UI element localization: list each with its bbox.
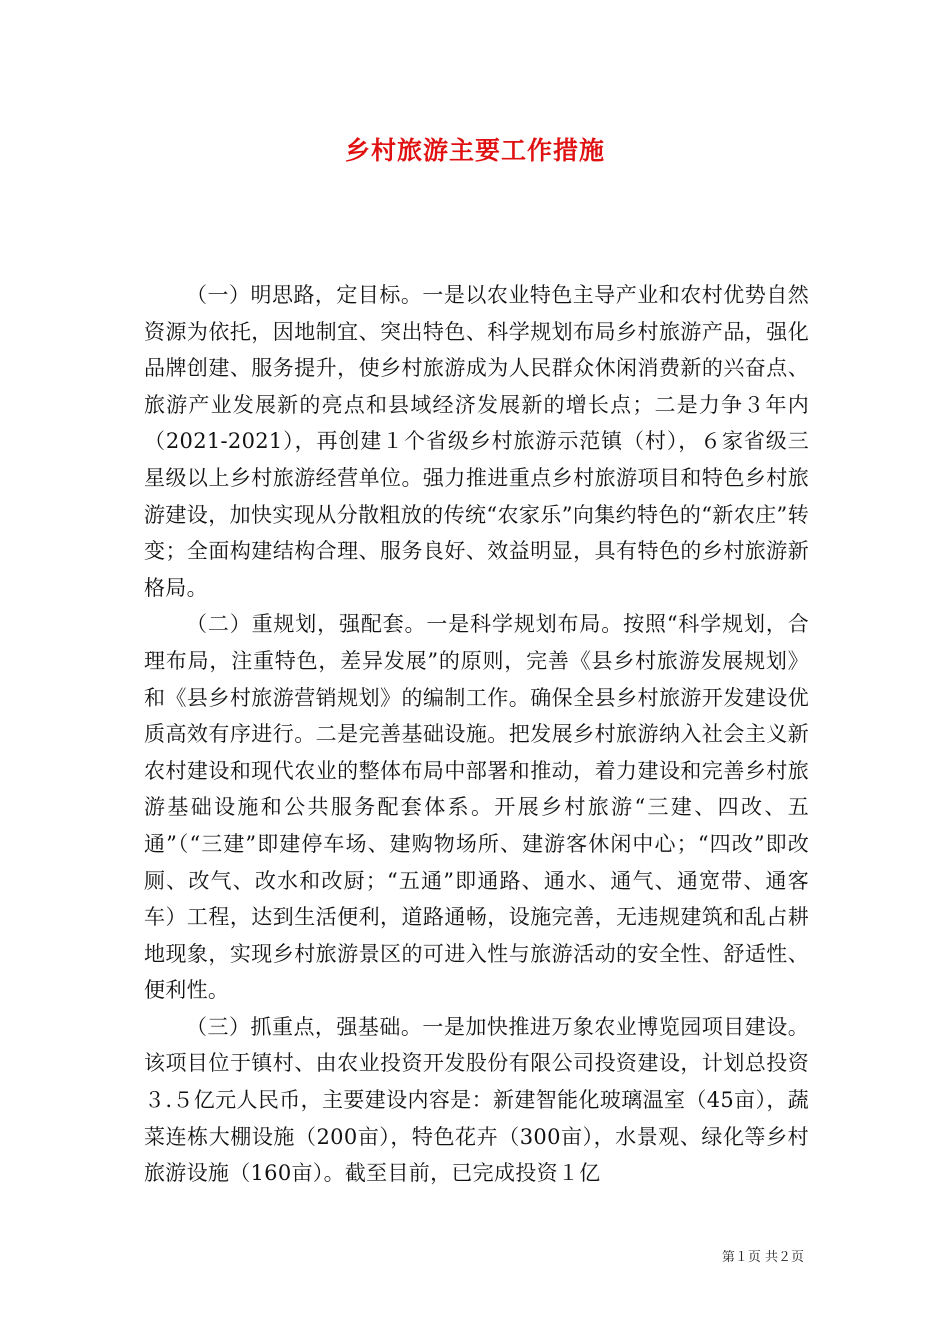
paragraph-2: （二）重规划，强配套。一是科学规划布局。按照“科学规划，合理布局，注重特色，差异发展”的原则，完善《县乡村旅游发展规划》和《县乡村旅游营销规划》的编制工作。确保全县乡村旅游开发建设优质高效有序进行。二是完善基础设施。把发展乡村旅游纳入社会主义新农村建设和现代农业的整体布局中部署和推动，着力建设和完善乡村旅游基础设施和公共服务配套体系。开展乡村旅游“三建、四改、五通”（“三建”即建停车场、建购物场所、建游客休闲中心；“四改”即改厕、改气、改水和改厨；“五通”即通路、通水、通气、通宽带、通客车）工程，达到生活便利，道路通畅，设施完善，无违规建筑和乱占耕地现象，实现乡村旅游景区的可进入性与旅游活动的安全性、舒适性、便利性。	[144, 612, 809, 1003]
paragraph-3: （三）抓重点，强基础。一是加快推进万象农业博览园项目建设。该项目位于镇村、由农业投资开发股份有限公司投资建设，计划总投资３.５亿元人民币，主要建设内容是：新建智能化玻璃温室（45亩），蔬菜连栋大棚设施（200亩），特色花卉（300亩），水景观、绿化等乡村旅游设施（160亩）。截至目前，已完成投资１亿	[144, 1014, 809, 1186]
page-title: 乡村旅游主要工作措施	[344, 136, 605, 165]
page-number: 第１页 共２页	[721, 1250, 804, 1265]
document-body	[144, 277, 809, 1192]
paragraph-1: （一）明思路，定目标。一是以农业特色主导产业和农村优势自然资源为依托，因地制宜、突出特色、科学规划布局乡村旅游产品，强化品牌创建、服务提升，使乡村旅游成为人民群众休闲消费新的兴奋点、旅游产业发展新的亮点和县域经济发展新的增长点；二是力争３年内（2021-2021），再创建１个省级乡村旅游示范镇（村），６家省级三星级以上乡村旅游经营单位。强力推进重点乡村旅游项目和特色乡村旅游建设，加快实现从分散粗放的传统“农家乐”向集约特色的“新农庄”转变；全面构建结构合理、服务良好、效益明显，具有特色的乡村旅游新格局。	[144, 283, 809, 600]
